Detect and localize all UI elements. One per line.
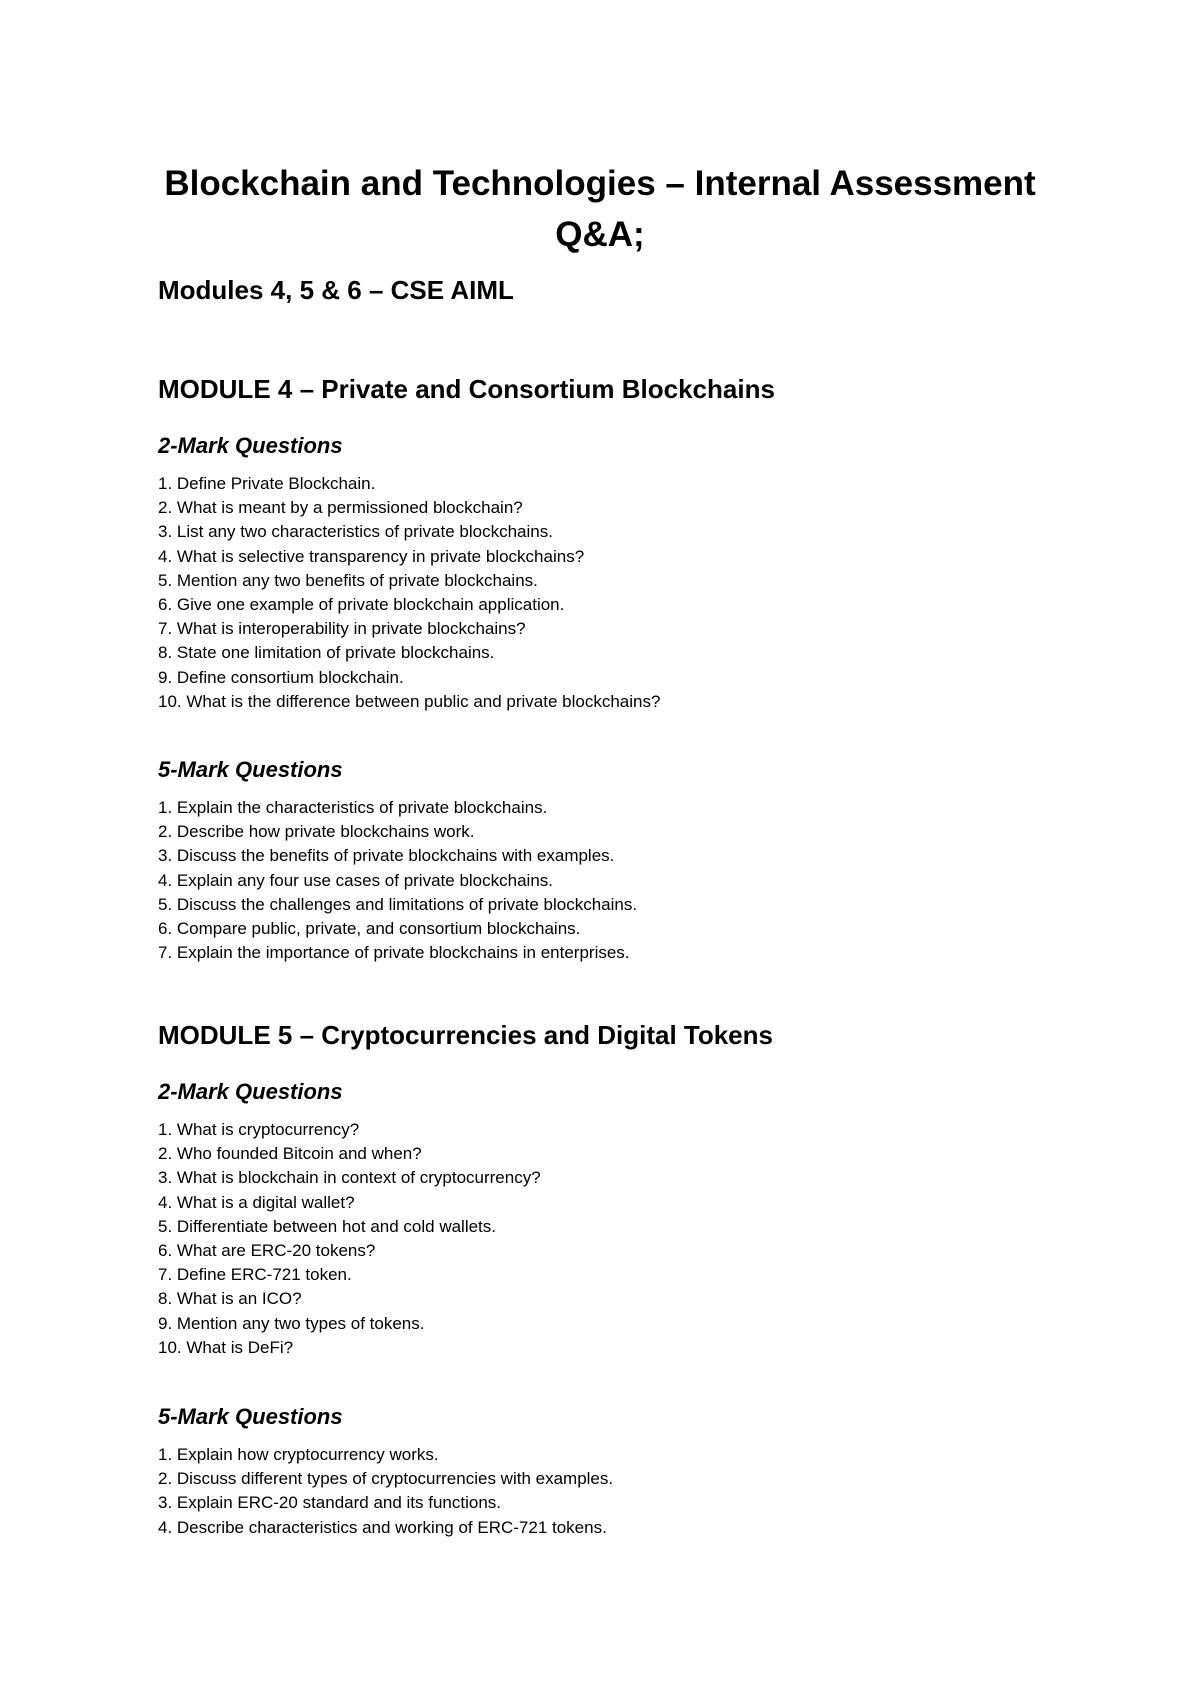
module-4-two-mark-heading: 2-Mark Questions [158, 433, 343, 458]
question-item: 7. What is interoperability in private blockchains? [158, 619, 526, 639]
question-item: 1. Explain the characteristics of private blockchains. [158, 798, 548, 817]
question-item: 1. Explain how cryptocurrency works. [158, 1445, 439, 1464]
question-item: 4. Describe characteristics and working of ERC-721 tokens. [158, 1517, 607, 1537]
question-item: 5. Differentiate between hot and cold wallets. [158, 1216, 497, 1236]
question-item: 6. Compare public, private, and consortium blockchains. [158, 919, 581, 939]
question-item: 8. State one limitation of private blockchains. [158, 643, 495, 663]
question-item: 4. What is a digital wallet? [158, 1192, 355, 1212]
question-item: 6. What are ERC-20 tokens? [158, 1241, 376, 1261]
question-item: 2. Who founded Bitcoin and when? [158, 1144, 422, 1164]
question-item: 2. Discuss different types of cryptocurrencies with examples. [158, 1469, 614, 1489]
question-item: 2. What is meant by a permissioned blockchain? [158, 498, 523, 518]
question-item: 9. Define consortium blockchain. [158, 667, 404, 687]
document-title: Blockchain and Technologies – Internal Assessment Q&A; [164, 164, 1036, 254]
question-item: 3. Discuss the benefits of private blockchains with examples. [158, 846, 615, 866]
module-5-heading: MODULE 5 – Cryptocurrencies and Digital Tokens [158, 1020, 773, 1050]
question-item: 1. Define Private Blockchain. [158, 474, 376, 493]
module-5-two-mark-list [158, 1118, 541, 1360]
module-5-five-mark-list [158, 1443, 613, 1540]
module-4-five-mark-list [158, 796, 637, 965]
question-item: 3. What is blockchain in context of cryptocurrency? [158, 1168, 541, 1188]
question-item: 2. Describe how private blockchains work. [158, 822, 475, 842]
question-item: 9. Mention any two types of tokens. [158, 1313, 425, 1333]
module-5-two-mark-heading: 2-Mark Questions [158, 1079, 343, 1104]
question-item: 8. What is an ICO? [158, 1289, 302, 1309]
module-4-heading: MODULE 4 – Private and Consortium Blockchains [158, 374, 775, 404]
module-4-two-mark-list [158, 472, 660, 714]
question-item: 5. Mention any two benefits of private blockchains. [158, 570, 538, 590]
question-item: 3. List any two characteristics of private blockchains. [158, 522, 553, 542]
question-item: 5. Discuss the challenges and limitations of private blockchains. [158, 894, 638, 914]
document-subtitle: Modules 4, 5 & 6 – CSE AIML [158, 275, 514, 305]
question-item: 4. What is selective transparency in private blockchains? [158, 546, 585, 566]
module-5-five-mark-heading: 5-Mark Questions [158, 1404, 343, 1429]
question-item: 4. Explain any four use cases of private blockchains. [158, 870, 553, 890]
question-item: 10. What is DeFi? [158, 1337, 294, 1357]
question-item: 7. Define ERC-721 token. [158, 1265, 352, 1285]
question-item: 7. Explain the importance of private blockchains in enterprises. [158, 943, 630, 963]
module-4-five-mark-heading: 5-Mark Questions [158, 757, 343, 782]
question-item: 10. What is the difference between public and private blockchains? [158, 691, 661, 711]
question-item: 1. What is cryptocurrency? [158, 1120, 360, 1139]
question-item: 3. Explain ERC-20 standard and its functions. [158, 1493, 502, 1513]
question-item: 6. Give one example of private blockchain application. [158, 595, 565, 615]
